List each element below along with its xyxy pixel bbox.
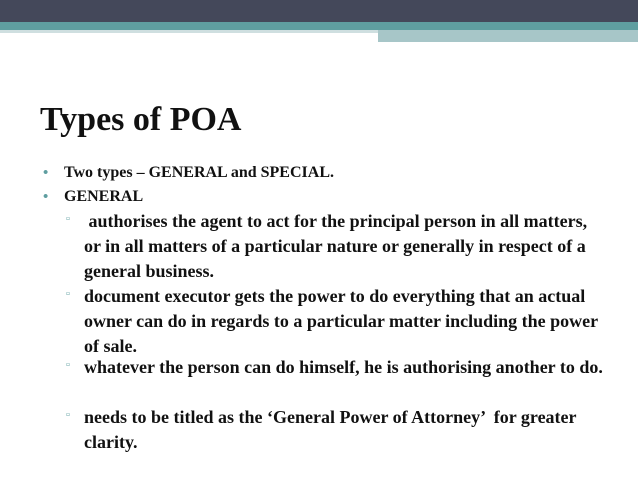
- sub-bullet-text: needs to be titled as the ‘General Power of Attorney’ for greater clarity.: [84, 407, 581, 452]
- sub-bullet-whatever: [66, 355, 606, 380]
- bullet-two-types: [43, 163, 603, 183]
- sub-bullet-authorises: [66, 209, 606, 284]
- square-bullet-icon: ▫: [66, 213, 70, 225]
- header-band-teal: [0, 22, 638, 30]
- bullet-text: Two types – GENERAL and SPECIAL.: [64, 164, 334, 181]
- square-bullet-icon: ▫: [66, 359, 70, 371]
- sub-bullet-text: authorises the agent to act for the principal person in all matters, or in all matters of a particular nature or generally in respect of a general business.: [84, 211, 592, 281]
- header-band-line: [0, 30, 378, 33]
- sub-bullet-document-executor: [66, 284, 606, 359]
- bullet-icon: •: [43, 189, 49, 205]
- header-band-dark: [0, 0, 638, 22]
- sub-bullet-text: document executor gets the power to do everything that an actual owner can do in regards to a particular matter including the power of sale.: [84, 286, 598, 356]
- sub-bullet-text: whatever the person can do himself, he is authorising another to do.: [84, 357, 603, 377]
- square-bullet-icon: ▫: [66, 409, 70, 421]
- sub-bullet-needs-title: [66, 405, 606, 455]
- bullet-general: [43, 187, 603, 207]
- bullet-text: GENERAL: [64, 188, 144, 205]
- slide-title: Types of POA: [40, 101, 242, 138]
- header-band-light: [378, 30, 638, 42]
- bullet-icon: •: [43, 165, 49, 181]
- square-bullet-icon: ▫: [66, 288, 70, 300]
